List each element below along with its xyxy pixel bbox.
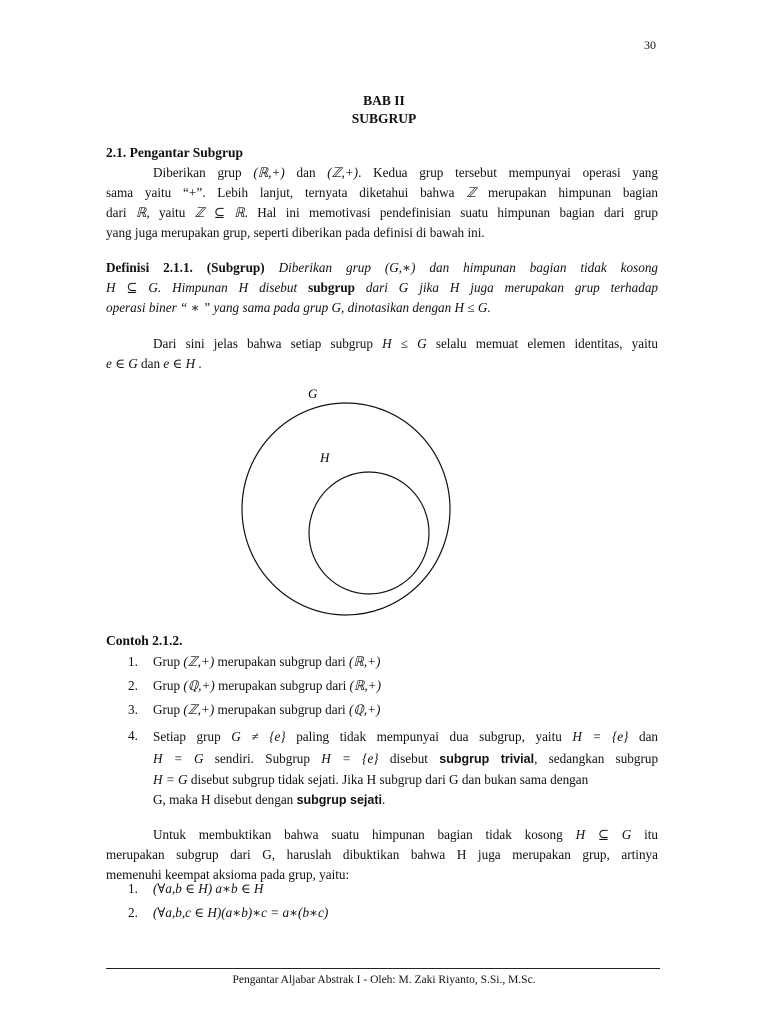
item-body xyxy=(153,652,658,672)
outer-circle-g xyxy=(242,403,450,615)
math: (ℝ,+) xyxy=(349,654,381,669)
text: Diberikan grup xyxy=(278,260,371,275)
text: selalu memuat elemen identitas, yaitu xyxy=(435,336,658,351)
math-integers-group: (ℤ,+) xyxy=(327,165,359,180)
closing-line-3: memenuhi keempat aksioma pada grup, yaitu: xyxy=(106,867,350,882)
text: . Himpunan H disebut xyxy=(157,280,298,295)
item-number: 1. xyxy=(128,881,138,896)
item-body xyxy=(153,726,658,810)
text: Setiap grup xyxy=(153,729,221,744)
item-body xyxy=(153,700,658,720)
item-number: 1. xyxy=(128,654,138,669)
term-subgrup-trivial: subgrup trivial xyxy=(439,752,535,766)
item-number: 2. xyxy=(128,678,138,693)
math: H = G xyxy=(153,772,188,787)
text: Grup xyxy=(153,654,181,669)
math: (ℤ,+) xyxy=(183,654,215,669)
text: . Kedua grup tersebut mempunyai operasi yang xyxy=(358,165,658,180)
math-subset: H ⊆ G xyxy=(106,280,158,295)
math-subgroup-notation: H ≤ G xyxy=(454,300,488,315)
text: merupakan himpunan bagian xyxy=(487,185,659,200)
item-number: 2. xyxy=(128,905,138,920)
text: Grup xyxy=(153,702,181,717)
math-identity-in-h: e ∈ H xyxy=(163,356,196,371)
text: merupakan subgrup dari xyxy=(218,678,347,693)
math-group: (G,∗) xyxy=(384,260,416,275)
text: Grup xyxy=(153,678,181,693)
chapter-label: BAB II xyxy=(363,93,405,108)
axiom-associativity: (∀a,b,c ∈ H)(a∗b)∗c = a∗(b∗c) xyxy=(153,905,329,920)
math-subgroup: H ≤ G xyxy=(382,336,427,351)
text: G, maka H disebut dengan xyxy=(153,792,294,807)
text: itu xyxy=(644,827,659,842)
text: . Hal ini memotivasi pendefinisian suatu himpunan bagian dari grup xyxy=(244,205,658,220)
text: disebut subgrup tidak sejati. Jika H subgrup dari G dan bukan sama dengan xyxy=(190,772,589,787)
math: G ≠ {e} xyxy=(231,729,286,744)
text: Dari sini jelas bahwa setiap subgrup xyxy=(153,336,373,351)
text: dan xyxy=(141,356,161,371)
example-heading: Contoh 2.1.2. xyxy=(106,633,183,648)
item4-line-1 xyxy=(153,726,658,748)
math-identity-in-g: e ∈ G xyxy=(106,356,138,371)
text: merupakan subgrup dari xyxy=(217,702,346,717)
text: dan himpunan bagian tidak kosong xyxy=(429,260,659,275)
math-reals-group: (ℝ,+) xyxy=(253,165,285,180)
text: sama yaitu “+”. Lebih lanjut, ternyata diketahui bahwa xyxy=(106,185,455,200)
footer-rule xyxy=(106,968,660,969)
math: H = {e} xyxy=(321,751,379,766)
text: , yaitu xyxy=(146,205,186,220)
item-number: 3. xyxy=(128,702,138,717)
math: (ℚ,+) xyxy=(183,678,215,693)
math: (ℤ,+) xyxy=(183,702,215,717)
closing-line-1 xyxy=(106,825,658,845)
item4-line-2 xyxy=(153,748,658,770)
intro-line-4: yang juga merupakan grup, seperti diberikan pada definisi di bawah ini. xyxy=(106,225,485,240)
math: (ℝ,+) xyxy=(349,678,381,693)
text: paling tidak mempunyai dua subgrup, yaitu xyxy=(296,729,562,744)
item4-line-3 xyxy=(153,770,658,790)
definition-term: subgrup xyxy=(308,280,355,295)
math: H = G xyxy=(153,751,204,766)
math-subset: H ⊆ G xyxy=(575,827,632,842)
item4-line-4 xyxy=(153,790,658,810)
text: . xyxy=(198,356,202,371)
text: dari xyxy=(106,205,127,220)
inner-circle-h xyxy=(309,472,429,594)
section-heading: 2.1. Pengantar Subgrup xyxy=(106,145,244,160)
label-g: G xyxy=(308,386,318,401)
math-integers: ℤ xyxy=(466,185,477,200)
text: dan xyxy=(638,729,659,744)
term-subgrup-sejati: subgrup sejati xyxy=(296,793,382,807)
page-number: 30 xyxy=(644,38,656,52)
closing-line-2: merupakan subgrup dari G, haruslah dibuktikan bahwa H juga merupakan grup, artinya xyxy=(106,847,658,862)
math: H = {e} xyxy=(572,729,629,744)
text: , sedangkan subgrup xyxy=(534,751,659,766)
text: sendiri. Subgrup xyxy=(214,751,310,766)
axiom-closure: (∀a,b ∈ H) a∗b ∈ H xyxy=(153,881,264,896)
text: dari G jika H juga merupakan grup terhadap xyxy=(365,280,659,295)
item-number: 4. xyxy=(128,728,138,743)
closing-paragraph xyxy=(106,825,658,885)
text: disebut xyxy=(389,751,428,766)
text: Diberikan grup xyxy=(153,165,242,180)
chapter-title: SUBGRUP xyxy=(351,111,417,126)
math: (ℚ,+) xyxy=(349,702,381,717)
text: Untuk membuktikan bahwa suatu himpunan bagian tidak kosong xyxy=(153,827,563,842)
label-h: H xyxy=(320,450,330,465)
item-body xyxy=(153,676,658,696)
text: dan xyxy=(296,165,316,180)
footer-text: Pengantar Aljabar Abstrak I - Oleh: M. Zaki Riyanto, S.Si., M.Sc. xyxy=(232,974,536,986)
math-subset: ℤ ⊆ ℝ xyxy=(194,205,245,220)
text: . xyxy=(487,300,491,315)
math-reals: ℝ xyxy=(135,205,147,220)
text: . xyxy=(382,792,386,807)
definition-label: Definisi 2.1.1. (Subgrup) xyxy=(106,260,265,275)
text: operasi biner “ ∗ ” yang sama pada grup G, dinotasikan dengan xyxy=(106,300,452,315)
text: merupakan subgrup dari xyxy=(217,654,346,669)
